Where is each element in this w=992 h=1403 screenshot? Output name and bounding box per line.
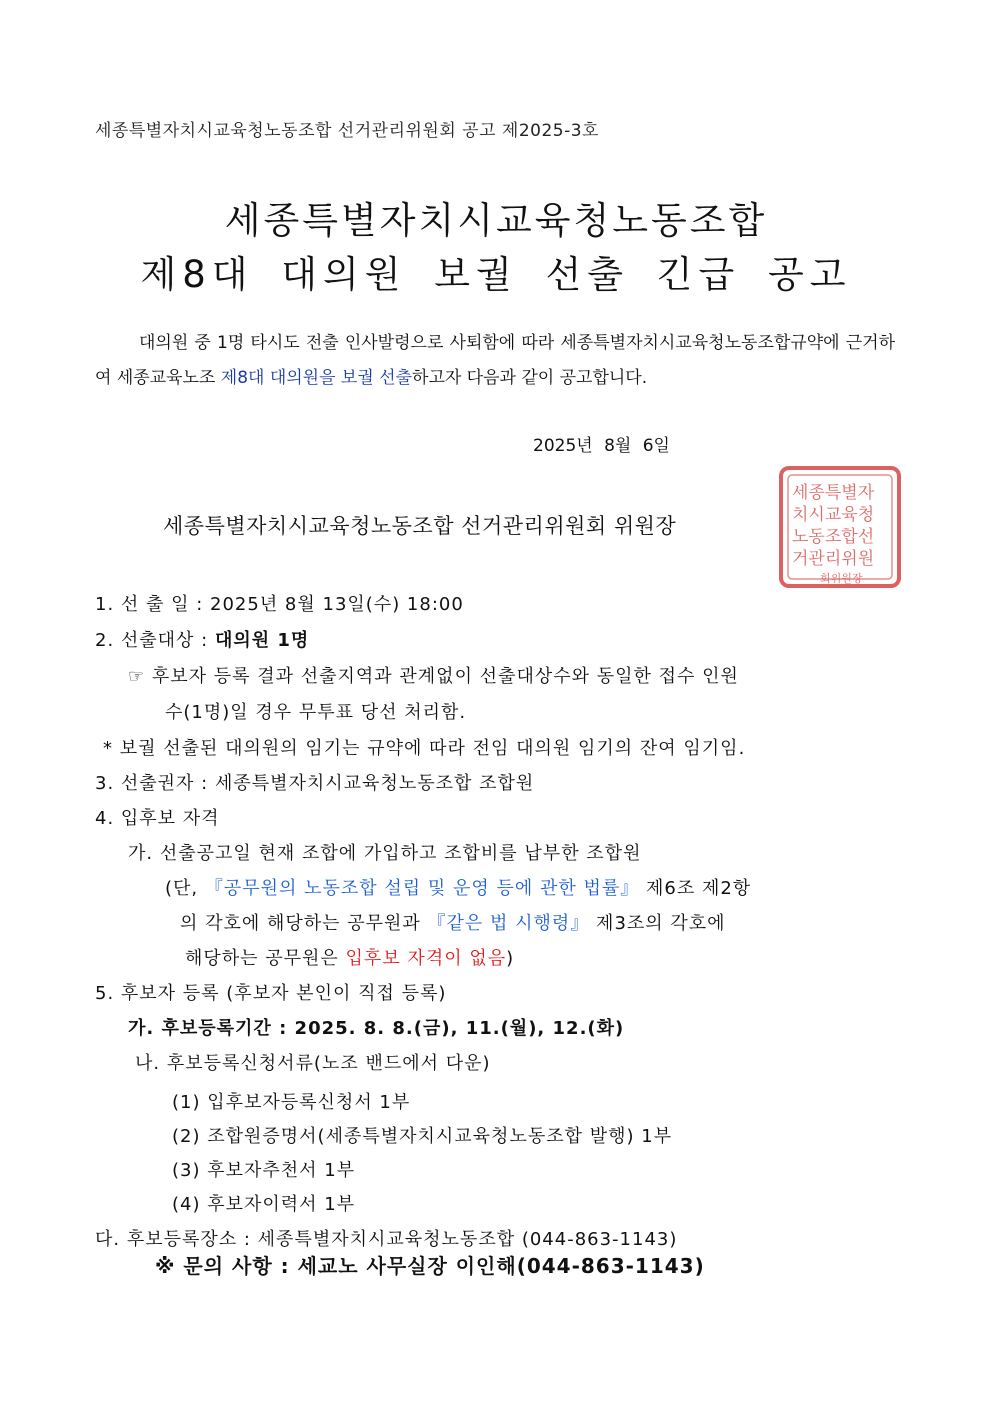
intro-text-before: 대의원 중 1명 타시도 전출 인사발령으로 사퇴함에 따라 세종특별자치시교육청노동조합규약에 근거하여 세종교육노조 bbox=[95, 333, 895, 388]
item-2-label: 2. 선출대상 : bbox=[95, 630, 215, 651]
item-4-p1-b: 제6조 제2항 bbox=[639, 878, 752, 899]
svg-text:세종특별자: 세종특별자 bbox=[792, 483, 875, 503]
item-4-law-name: 『공무원의 노동조합 설립 및 운영 등에 관한 법률』 bbox=[204, 878, 640, 899]
notice-date: 2025년 8월 6일 bbox=[533, 436, 670, 456]
item-4-ga: 가. 선출공고일 현재 조합에 가입하고 조합비를 납부한 조합원 bbox=[128, 843, 642, 864]
item-4-p2-b: 제3조의 각호에 bbox=[589, 913, 726, 934]
notice-number: 세종특별자치시교육청노동조합 선거관리위원회 공고 제2025-3호 bbox=[95, 121, 599, 141]
intro-text-after: 하고자 다음과 같이 공고합니다. bbox=[412, 368, 648, 388]
term-note: * 보궐 선출된 대의원의 임기는 규약에 따라 전임 대의원 임기의 잔여 임기임. bbox=[103, 738, 746, 759]
item-4-not-eligible: 입후보 자격이 없음 bbox=[345, 948, 507, 969]
item-4-p3-b: ) bbox=[506, 948, 515, 969]
item-4-exception-line-1 bbox=[165, 874, 751, 900]
item-2-value: 대의원 1명 bbox=[214, 630, 310, 651]
item-5-registration: 5. 후보자 등록 (후보자 본인이 직접 등록) bbox=[95, 983, 447, 1004]
item-2-target bbox=[95, 626, 309, 652]
item-4-p3-a: 해당하는 공무원은 bbox=[185, 948, 346, 969]
title-line-1: 세종특별자치시교육청노동조합 bbox=[224, 199, 768, 242]
item-5-na-documents: 나. 후보등록신청서류(노조 밴드에서 다운) bbox=[135, 1053, 491, 1074]
item-4-qualification: 4. 입후보 자격 bbox=[95, 808, 220, 829]
document-item: (1) 입후보자등록신청서 1부 bbox=[172, 1092, 411, 1113]
intro-paragraph bbox=[95, 326, 895, 396]
item-3-voters: 3. 선출권자 : 세종특별자치시교육청노동조합 조합원 bbox=[95, 773, 535, 794]
chair-signature: 세종특별자치시교육청노동조합 선거관리위원회 위원장 bbox=[163, 514, 677, 538]
svg-text:치시교육청: 치시교육청 bbox=[792, 505, 875, 525]
document-item: (2) 조합원증명서(세종특별자치시교육청노동조합 발행) 1부 bbox=[172, 1126, 673, 1147]
svg-text:노동조합선: 노동조합선 bbox=[792, 527, 875, 547]
intro-highlight: 제8대 대의원을 보궐 선출 bbox=[220, 368, 413, 388]
svg-text:회위원장: 회위원장 bbox=[820, 572, 863, 585]
item-4-exception-line-2 bbox=[180, 909, 726, 935]
inquiry-contact: ※ 문의 사항 : 세교노 사무실장 이인해(044-863-1143) bbox=[155, 1254, 705, 1278]
item-4-p2-a: 의 각호에 해당하는 공무원과 bbox=[180, 913, 428, 934]
item-4-exception-line-3 bbox=[185, 944, 514, 970]
item-5-ga-period: 가. 후보등록기간 : 2025. 8. 8.(금), 11.(월), 12.(화) bbox=[128, 1018, 625, 1039]
official-seal-stamp bbox=[778, 465, 902, 589]
item-2-note-line-1: ☞ 후보자 등록 결과 선출지역과 관계없이 선출대상수와 동일한 접수 인원 bbox=[128, 666, 739, 687]
item-2-note-line-2: 수(1명)일 경우 무투표 당선 처리함. bbox=[165, 702, 467, 723]
document-item: (4) 후보자이력서 1부 bbox=[172, 1194, 356, 1215]
item-4-enforcement-decree: 『같은 법 시행령』 bbox=[427, 913, 590, 934]
document-item: (3) 후보자추천서 1부 bbox=[172, 1160, 356, 1181]
item-5-da-place: 다. 후보등록장소 : 세종특별자치시교육청노동조합 (044-863-1143) bbox=[95, 1229, 678, 1250]
item-4-p1-a: (단, bbox=[165, 878, 205, 899]
svg-text:거관리위원: 거관리위원 bbox=[792, 549, 875, 569]
item-1-election-date: 1. 선 출 일 : 2025년 8월 13일(수) 18:00 bbox=[95, 594, 464, 615]
title-line-2: 제8대 대의원 보궐 선출 긴급 공고 bbox=[140, 253, 852, 296]
